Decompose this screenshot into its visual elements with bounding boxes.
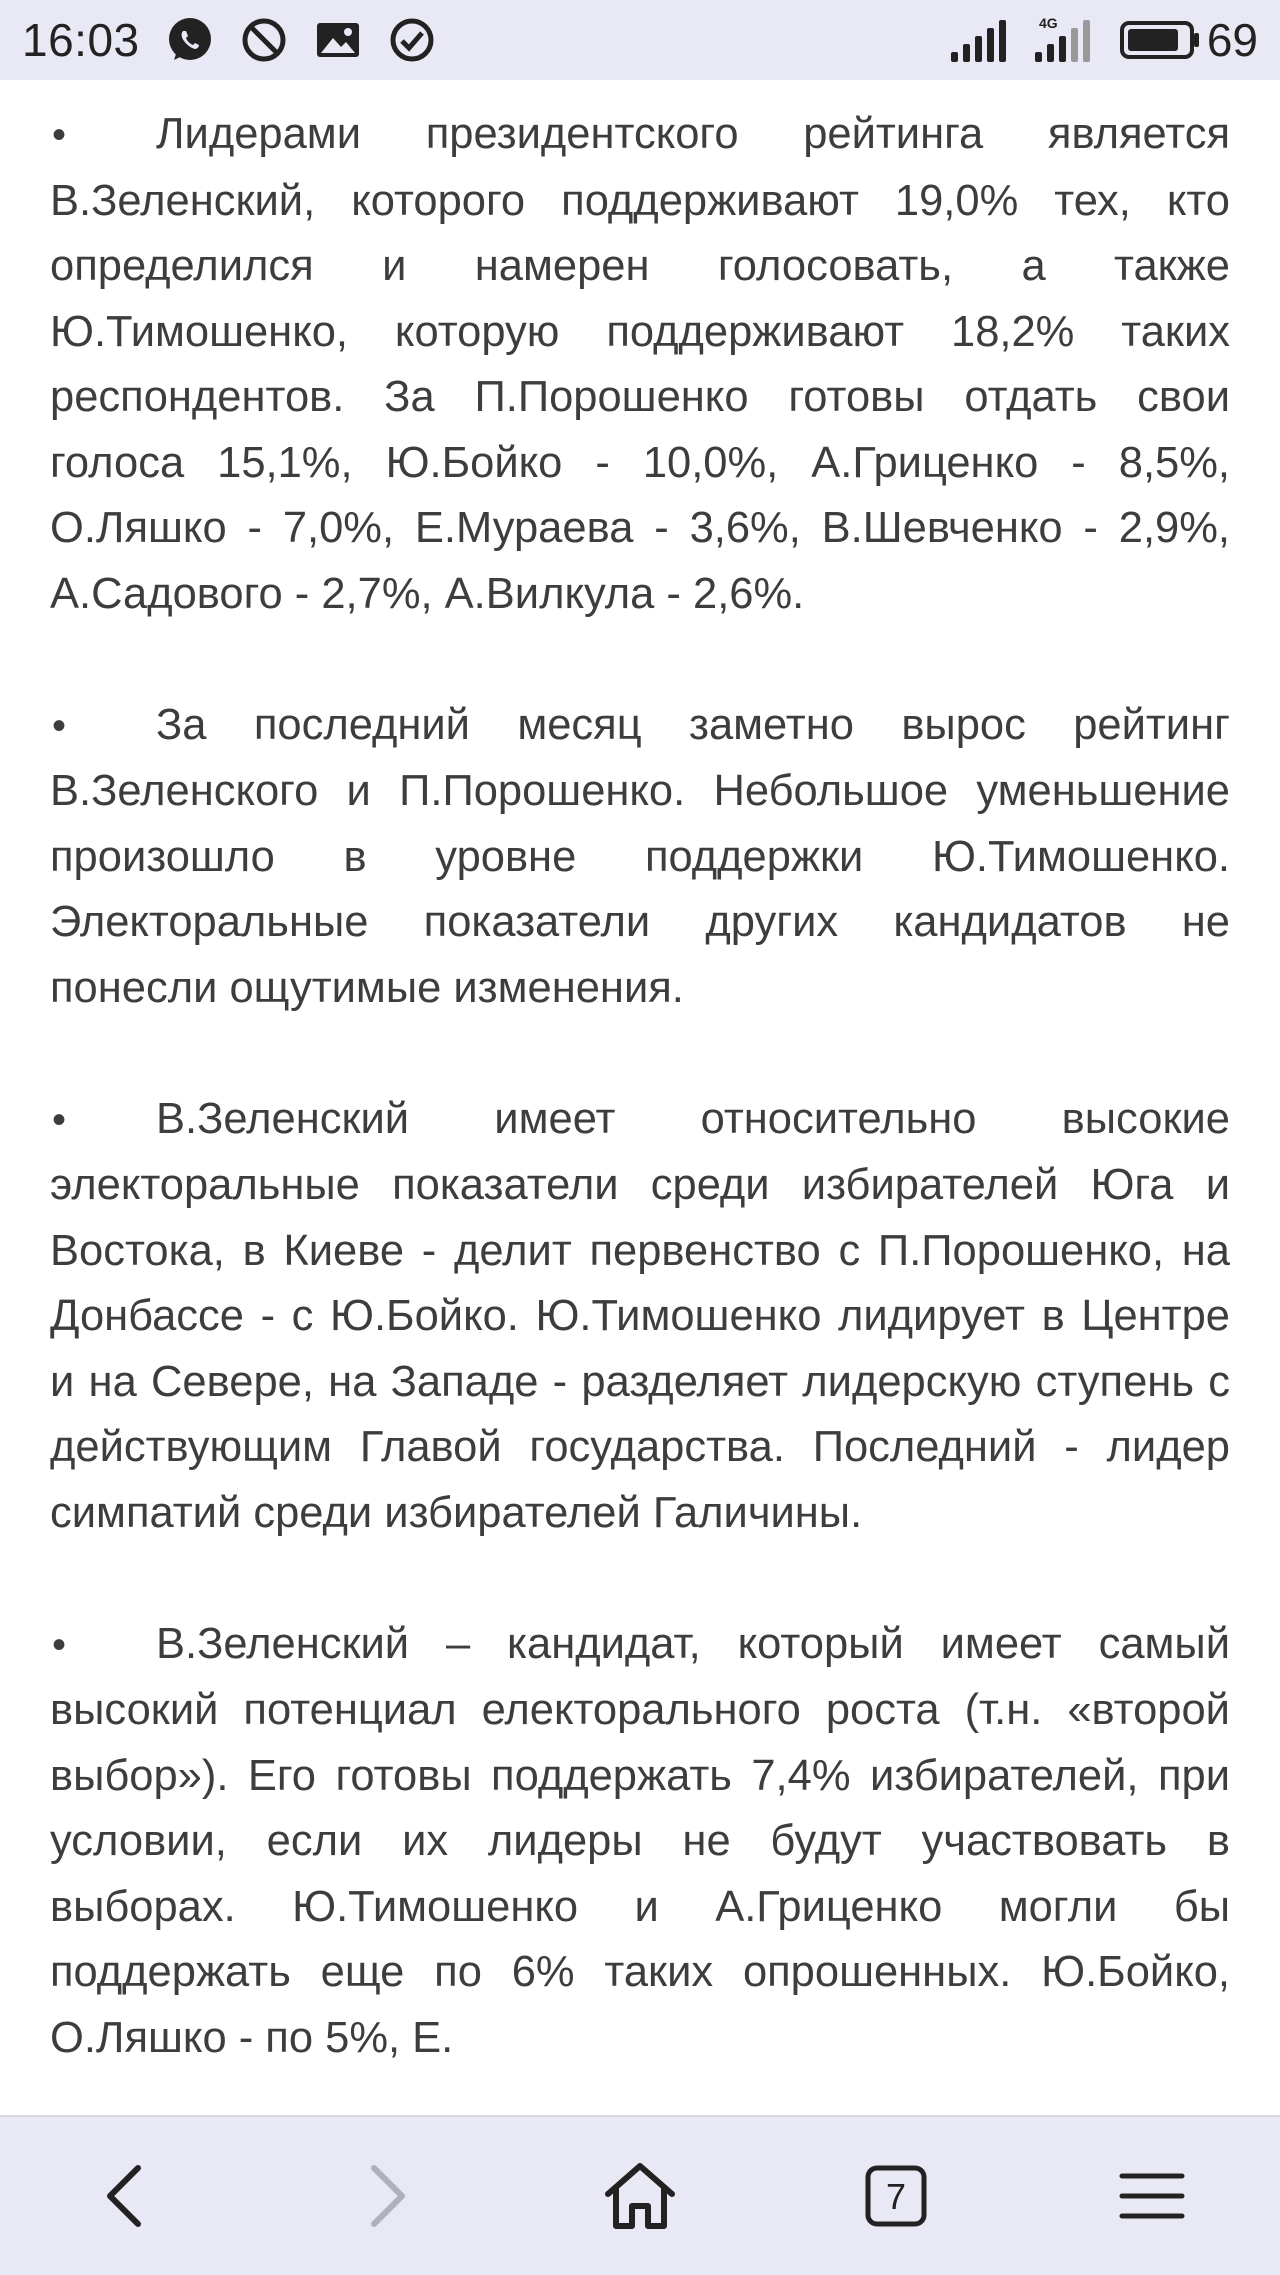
forward-button[interactable] xyxy=(329,2141,439,2251)
tabs-icon xyxy=(856,2156,936,2236)
bullet-icon xyxy=(50,1612,156,1679)
bullet-icon xyxy=(50,1087,156,1154)
whatsapp-icon xyxy=(164,14,216,66)
forward-icon xyxy=(344,2156,424,2236)
tabs-count: 7 xyxy=(885,2176,907,2217)
signal-4g-icon xyxy=(1033,14,1099,66)
tabs-button[interactable] xyxy=(841,2141,951,2251)
signal-icon xyxy=(949,14,1015,66)
battery-icon xyxy=(1119,20,1201,60)
block-icon xyxy=(238,14,290,66)
paragraph-text: Лидерами президентского рейтинга является В.Зеленский, которого поддерживают 19,0% тех, кто определился и намерен голосовать, а также Ю.Тимошенко, которую поддерживают 18,2% таких респондентов. За П.Порошенко готовы отдать свои голоса 15,1%, Ю.Бойко - 10,0%, А.Гриценко - 8,5%, О.Ляшко - 7,0%, Е.Мураева - 3,6%, В.Шевченко - 2,9%, А.Садового - 2,7%, А.Вилкула - 2,6%. xyxy=(50,110,1230,618)
article-content[interactable] xyxy=(0,80,1280,2115)
status-bar xyxy=(0,0,1280,80)
check-circle-icon xyxy=(386,14,438,66)
article-paragraph xyxy=(50,693,1230,1022)
back-icon xyxy=(88,2156,168,2236)
home-icon xyxy=(600,2156,680,2236)
bottom-navigation-bar xyxy=(0,2115,1280,2275)
network-label: 4G xyxy=(1038,15,1058,31)
status-time: 16:03 xyxy=(22,14,140,66)
article-paragraph xyxy=(50,1087,1230,1547)
battery-level: 69 xyxy=(1206,14,1258,66)
paragraph-text: В.Зеленский имеет относительно высокие электоральные показатели среди избирателей Юга и Востока, в Киеве - делит первенство с П.Порошенко, на Донбассе - с Ю.Бойко. Ю.Тимошенко лидирует в Центре и на Севере, на Западе - разделяет лидерскую ступень с действующим Главой государства. Последний - лидер симпатий среди избирателей Галичины. xyxy=(50,1094,1230,1537)
menu-button[interactable] xyxy=(1097,2141,1207,2251)
article-paragraph xyxy=(50,102,1230,627)
paragraph-text: В.Зеленский – кандидат, который имеет самый высокий потенциал електорального роста (т.н. «второй выбор»). Его готовы поддержать 7,4% избирателей, при условии, если их лидеры не будут участвовать в выборах. Ю.Тимошенко и А.Гриценко могли бы поддержать еще по 6% таких опрошенных. Ю.Бойко, О.Ляшко - по 5%, Е. xyxy=(50,1619,1230,2062)
menu-icon xyxy=(1112,2156,1192,2236)
paragraph-text: За последний месяц заметно вырос рейтинг В.Зеленского и П.Порошенко. Небольшое уменьшение произошло в уровне поддержки Ю.Тимошенко. Электоральные показатели других кандидатов не понесли ощутимые изменения. xyxy=(50,700,1230,1012)
back-button[interactable] xyxy=(73,2141,183,2251)
gallery-icon xyxy=(312,14,364,66)
home-button[interactable] xyxy=(585,2141,695,2251)
bullet-icon xyxy=(50,693,156,760)
article-paragraph xyxy=(50,1612,1230,2072)
bullet-icon xyxy=(50,102,156,169)
